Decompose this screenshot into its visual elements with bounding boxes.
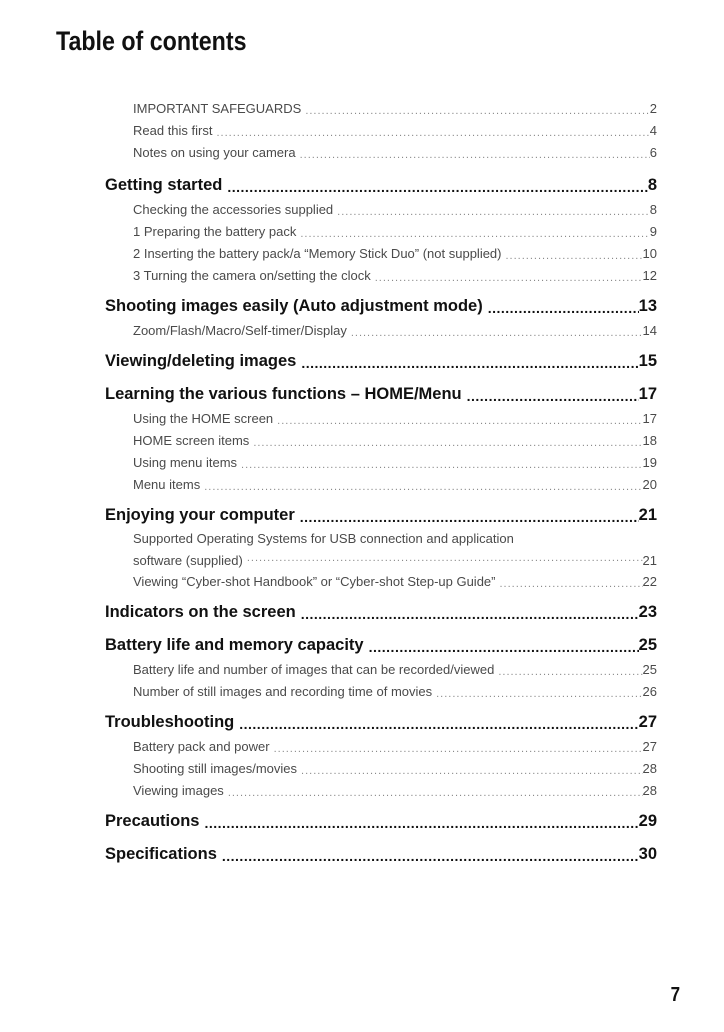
- dot-leader: [483, 300, 639, 320]
- toc-section-page: 8: [647, 176, 657, 194]
- dot-leader: [249, 437, 642, 452]
- toc-entry-page: 14: [642, 323, 657, 338]
- toc-entry[interactable]: [133, 681, 657, 703]
- toc-entry-page: 4: [649, 123, 657, 138]
- toc-entry[interactable]: [133, 736, 657, 758]
- toc-entry-page: 21: [642, 553, 657, 568]
- toc-section-label: Learning the various functions – HOME/Menu: [105, 385, 462, 403]
- toc-entry-label: Using menu items: [133, 455, 238, 470]
- toc-entry-label: software (supplied): [133, 553, 243, 568]
- toc-section-label: Battery life and memory capacity: [105, 636, 364, 654]
- toc-entry-label: Menu items: [133, 477, 201, 492]
- toc-section[interactable]: [105, 381, 657, 408]
- section-list: [0, 172, 724, 868]
- toc-entry-page: 8: [649, 202, 657, 217]
- toc-entry-label-line1: Supported Operating Systems for USB connection and application: [133, 531, 514, 546]
- toc-entry-page: 19: [642, 455, 657, 470]
- dot-leader: [270, 743, 643, 758]
- toc-entry[interactable]: [133, 320, 657, 342]
- toc-entry-page: 2: [649, 101, 657, 116]
- dot-leader: [502, 250, 643, 265]
- toc-entry[interactable]: [133, 265, 657, 287]
- toc-entry[interactable]: [133, 142, 657, 164]
- toc-entry-page: 17: [642, 411, 657, 426]
- toc-entry[interactable]: [133, 758, 657, 780]
- dot-leader: [301, 105, 649, 120]
- toc-entry-label: Shooting still images/movies: [133, 761, 298, 776]
- toc-section[interactable]: [105, 808, 657, 835]
- toc-entry-label: Notes on using your camera: [133, 145, 296, 160]
- toc-entry-label: Viewing images: [133, 783, 224, 798]
- dot-leader: [295, 509, 639, 529]
- dot-leader: [494, 666, 642, 681]
- toc-entry-page: 28: [642, 761, 657, 776]
- dot-leader: [200, 481, 642, 496]
- toc-section-page: 30: [638, 845, 657, 863]
- dot-leader: [296, 149, 650, 164]
- toc-entry-label: HOME screen items: [133, 433, 250, 448]
- toc-entry-multiline[interactable]: [133, 529, 657, 571]
- toc-entry-label: 2 Inserting the battery pack/a “Memory Stick Duo” (not supplied): [133, 246, 502, 261]
- toc-section[interactable]: [105, 348, 657, 375]
- toc-section[interactable]: [105, 172, 657, 199]
- toc-entry[interactable]: [133, 120, 657, 142]
- dot-leader: [273, 415, 642, 430]
- dot-leader: [237, 459, 642, 474]
- toc-entry-page: 9: [649, 224, 657, 239]
- toc-entry-page: 27: [642, 739, 657, 754]
- toc-entry[interactable]: [133, 474, 657, 496]
- toc-section[interactable]: [105, 841, 657, 868]
- toc-entry[interactable]: [133, 430, 657, 452]
- toc-section[interactable]: [105, 599, 657, 626]
- toc-entry-label: Number of still images and recording time of movies: [133, 684, 433, 699]
- toc-entry-label: IMPORTANT SAFEGUARDS: [133, 101, 302, 116]
- dot-leader: [297, 765, 643, 780]
- dot-leader: [224, 787, 643, 802]
- toc-entry[interactable]: [133, 199, 657, 221]
- toc-section-page: 27: [638, 713, 657, 731]
- toc-section-label: Getting started: [105, 176, 223, 194]
- toc-entry-page: 10: [642, 246, 657, 261]
- toc-section-label: Troubleshooting: [105, 713, 235, 731]
- toc-entry-label: Read this first: [133, 123, 213, 138]
- toc-entry-page: 22: [642, 574, 657, 589]
- toc-entry-page: 25: [642, 662, 657, 677]
- toc-section-page: 13: [638, 297, 657, 315]
- toc-section[interactable]: [105, 293, 657, 320]
- page-title: Table of contents: [56, 26, 247, 56]
- table-of-contents: [0, 98, 724, 868]
- dot-leader: [371, 272, 643, 287]
- toc-entry-label: Using the HOME screen: [133, 411, 274, 426]
- toc-entry[interactable]: [133, 571, 657, 593]
- toc-entry-page: 12: [642, 268, 657, 283]
- toc-entry-label: Viewing “Cyber-shot Handbook” or “Cyber-shot Step-up Guide”: [133, 574, 496, 589]
- dot-leader: [495, 578, 642, 593]
- toc-entry-label: 3 Turning the camera on/setting the clock: [133, 268, 371, 283]
- toc-entry-label: Checking the accessories supplied: [133, 202, 334, 217]
- dot-leader: [243, 548, 643, 571]
- toc-entry[interactable]: [133, 98, 657, 120]
- toc-section-label: Indicators on the screen: [105, 603, 296, 621]
- dot-leader: [199, 815, 638, 835]
- dot-leader: [234, 716, 638, 736]
- dot-leader: [212, 127, 649, 142]
- toc-section-label: Viewing/deleting images: [105, 352, 297, 370]
- dot-leader: [347, 327, 643, 342]
- toc-section-label: Specifications: [105, 845, 217, 863]
- toc-section-label: Precautions: [105, 812, 200, 830]
- toc-entry[interactable]: [133, 221, 657, 243]
- page-number: 7: [670, 984, 680, 1006]
- toc-entry[interactable]: [133, 780, 657, 802]
- dot-leader: [296, 355, 638, 375]
- toc-section-label: Shooting images easily (Auto adjustment mode): [105, 297, 483, 315]
- toc-section[interactable]: [105, 709, 657, 736]
- dot-leader: [222, 179, 647, 199]
- toc-entry-page: 28: [642, 783, 657, 798]
- toc-section-page: 23: [638, 603, 657, 621]
- dot-leader: [364, 639, 639, 659]
- toc-section-page: 25: [638, 636, 657, 654]
- dot-leader: [432, 688, 642, 703]
- toc-entry[interactable]: [133, 659, 657, 681]
- toc-entry[interactable]: [133, 452, 657, 474]
- toc-entry-label: 1 Preparing the battery pack: [133, 224, 297, 239]
- dot-leader: [296, 606, 639, 626]
- toc-entry-page: 20: [642, 477, 657, 492]
- toc-section-page: 17: [638, 385, 657, 403]
- toc-entry[interactable]: [133, 549, 657, 571]
- toc-entry-label: Battery life and number of images that can be recorded/viewed: [133, 662, 495, 677]
- dot-leader: [296, 228, 649, 243]
- toc-entry[interactable]: [133, 243, 657, 265]
- toc-section-page: 29: [638, 812, 657, 830]
- toc-section[interactable]: [105, 502, 657, 529]
- toc-section-page: 21: [638, 506, 657, 524]
- toc-entry-page: 26: [642, 684, 657, 699]
- toc-entry-page: 18: [642, 433, 657, 448]
- toc-entry-label: Zoom/Flash/Macro/Self-timer/Display: [133, 323, 347, 338]
- toc-entry-page: 6: [649, 145, 657, 160]
- toc-section[interactable]: [105, 632, 657, 659]
- toc-entry-label: Battery pack and power: [133, 739, 270, 754]
- dot-leader: [333, 206, 650, 221]
- toc-entry[interactable]: [133, 408, 657, 430]
- dot-leader: [462, 388, 639, 408]
- intro-list: [0, 98, 724, 164]
- dot-leader: [217, 848, 639, 868]
- toc-section-page: 15: [638, 352, 657, 370]
- toc-section-label: Enjoying your computer: [105, 506, 295, 524]
